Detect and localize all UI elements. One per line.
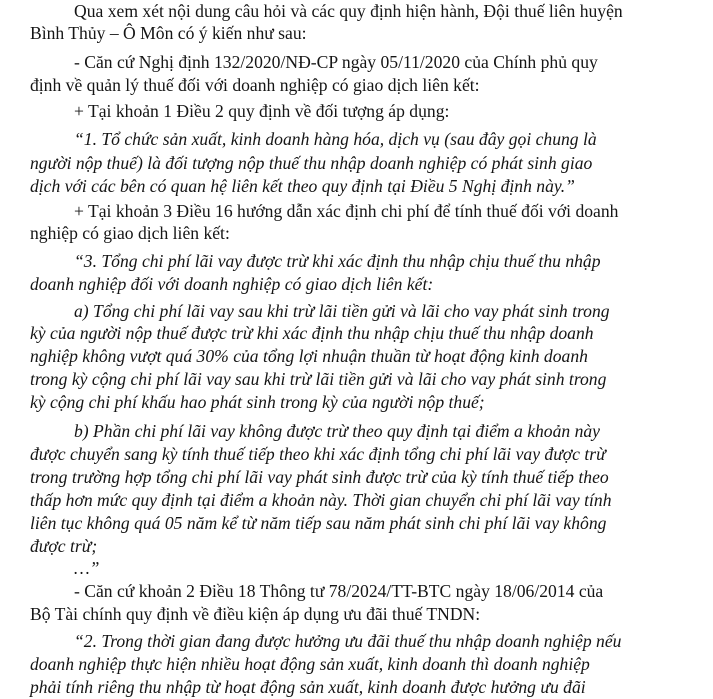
text-line-26: Bộ Tài chính quy định về điều kiện áp dụng ưu đãi thuế TNDN: [30,604,481,624]
text-line-28: doanh nghiệp thực hiện nhiều hoạt động sản xuất, kinh doanh thì doanh nghiệp [30,654,590,674]
text-line-22: liên tục không quá 05 năm kể từ năm tiếp sau năm phát sinh chi phí lãi vay không [30,513,607,533]
text-line-11: “3. Tổng chi phí lãi vay được trừ khi xác định thu nhập chịu thuế thu nhập [74,251,601,271]
text-line-10: nghiệp có giao dịch liên kết: [30,223,230,243]
text-line-23: được trừ; [30,536,98,556]
text-line-4: định về quản lý thuế đối với doanh nghiệp có giao dịch liên kết: [30,75,480,95]
text-line-5: + Tại khoản 1 Điều 2 quy định về đối tượng áp dụng: [74,101,450,121]
text-line-16: trong kỳ cộng chi phí lãi vay sau khi trừ lãi tiền gửi và lãi cho vay phát sinh trong [30,369,607,389]
text-line-25: - Căn cứ khoản 2 Điều 18 Thông tư 78/2024/TT-BTC ngày 18/06/2014 của [74,581,604,601]
text-line-29: phải tính riêng thu nhập từ hoạt động sản xuất, kinh doanh được hưởng ưu đãi [30,677,586,697]
text-line-13: a) Tổng chi phí lãi vay sau khi trừ lãi tiền gửi và lãi cho vay phát sinh trong [74,301,610,321]
text-line-9: + Tại khoản 3 Điều 16 hướng dẫn xác định chi phí để tính thuế đối với doanh [74,201,619,221]
text-line-19: được chuyển sang kỳ tính thuế tiếp theo khi xác định tổng chi phí lãi vay được trừ [30,444,606,464]
text-line-1: Qua xem xét nội dung câu hỏi và các quy định hiện hành, Đội thuế liên huyện [74,1,623,21]
text-line-27: “2. Trong thời gian đang được hưởng ưu đãi thuế thu nhập doanh nghiệp nếu [74,631,622,651]
text-line-6: “1. Tổ chức sản xuất, kinh doanh hàng hóa, dịch vụ (sau đây gọi chung là [74,129,597,149]
text-line-7: người nộp thuế) là đối tượng nộp thuế thu nhập doanh nghiệp có phát sinh giao [30,153,593,173]
text-line-15: nghiệp không vượt quá 30% của tổng lợi nhuận thuần từ hoạt động kinh doanh [30,346,588,366]
text-line-18: b) Phần chi phí lãi vay không được trừ theo quy định tại điểm a khoản này [74,421,600,441]
text-line-21: thấp hơn mức quy định tại điểm a khoản này. Thời gian chuyển chi phí lãi vay tính [30,490,612,510]
text-line-12: doanh nghiệp đối với doanh nghiệp có giao dịch liên kết: [30,274,434,294]
text-line-17: kỳ cộng chi phí khấu hao phát sinh trong kỳ của người nộp thuế; [30,392,485,412]
text-line-20: trong trường hợp tổng chi phí lãi vay phát sinh được trừ của kỳ tính thuế tiếp theo [30,467,609,487]
text-line-3: - Căn cứ Nghị định 132/2020/NĐ-CP ngày 05/11/2020 của Chính phủ quy [74,52,598,72]
text-line-8: dịch với các bên có quan hệ liên kết theo quy định tại Điều 5 Nghị định này.” [30,176,575,196]
text-line-14: kỳ của người nộp thuế được trừ khi xác định thu nhập chịu thuế thu nhập doanh [30,323,594,343]
text-line-2: Bình Thủy – Ô Môn có ý kiến như sau: [30,23,307,43]
text-line-24: …” [74,558,100,578]
